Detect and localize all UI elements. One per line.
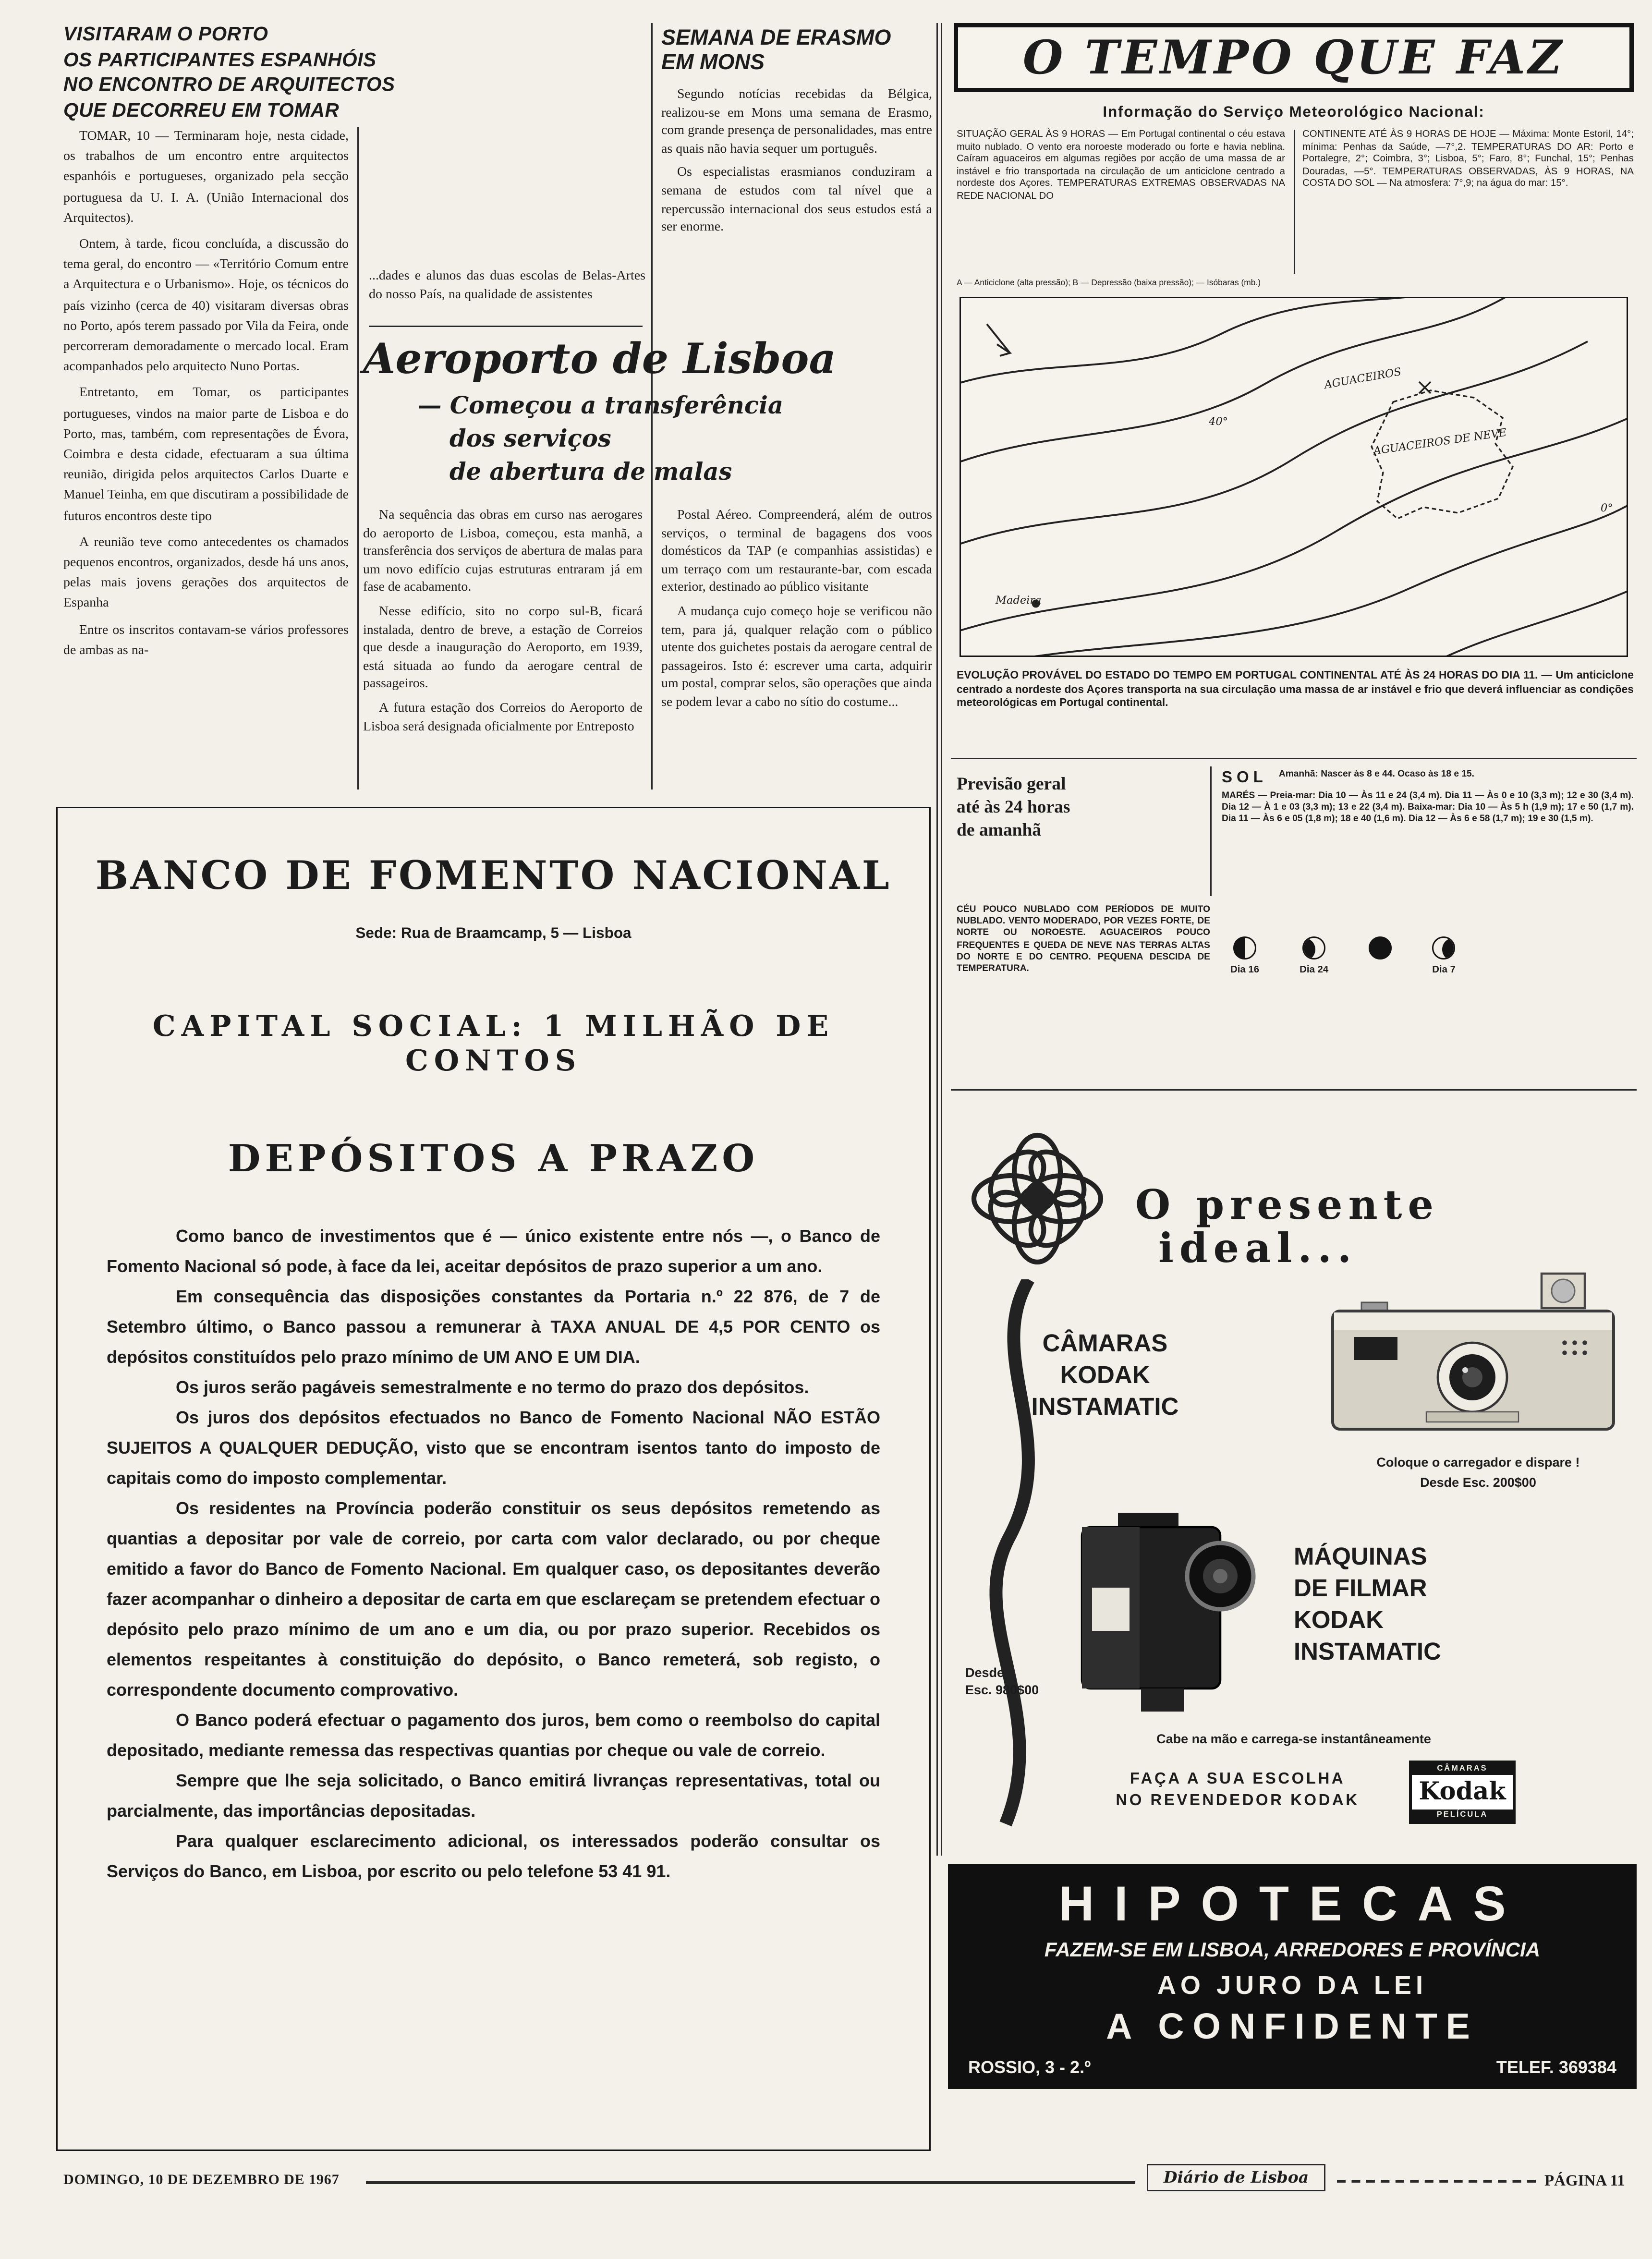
intro-line: ideal...	[1158, 1225, 1358, 1272]
gift-bow-image	[954, 1115, 1121, 1282]
ad-banco-address: Sede: Rua de Braamcamp, 5 — Lisboa	[355, 925, 632, 942]
headline-line: dos serviços	[449, 425, 611, 452]
paragraph: Para qualquer esclarecimento adicional, os interessados poderão consultar os Serviços do Banco, em Lisboa, por escrito ou pelo telefone 53 41 91.	[107, 1831, 880, 1882]
ad-banco-fomento	[56, 807, 931, 2151]
moon-phase	[1300, 936, 1328, 975]
instamatic-camera-image	[1325, 1271, 1621, 1436]
article-arquitectos-body	[63, 127, 349, 789]
article-arquitectos-continuation	[369, 268, 645, 310]
ad-kodak-film-heading	[1294, 1542, 1524, 1668]
column-divider	[1294, 130, 1296, 274]
sun-title: SOL	[1222, 769, 1267, 787]
ad-banco-capital: CAPITAL SOCIAL: 1 MILHÃO DE CONTOS	[152, 1008, 835, 1078]
map-label: AGUACEIROS DE NEVE	[1373, 425, 1507, 458]
paragraph: Sempre que lhe seja solicitado, o Banco emitirá livranças representativas, total ou parcialmente, das importâncias depositadas.	[107, 1771, 880, 1821]
weather-evolution-text: EVOLUÇÃO PROVÁVEL DO ESTADO DO TEMPO EM PORTUGAL CONTINENTAL ATÉ ÀS 24 HORAS DO DIA 11. — Um anticiclone centrado a nordeste dos Açores transporta na sua circulação uma massa de ar instável e frio que deverá influenciar as condições meteorológicas em Portugal continental.	[957, 668, 1634, 709]
ad-hipotecas-address: ROSSIO, 3 - 2.º	[968, 2057, 1091, 2077]
heading-line: KODAK	[1060, 1361, 1150, 1389]
article-erasmo-body	[661, 86, 932, 237]
headline-line: VISITARAM O PORTO	[63, 23, 268, 45]
weather-temperatures-text: CONTINENTE ATÉ ÀS 9 HORAS DE HOJE — Máxima: Monte Estoril, 14°; mínima: Penhas da Saúde, —7°,2. TEMPERATURAS DO AR: Porto e Portalegre, 2°; Coimbra, 3°; Lisboa, 5°; Faro, 8°; Funchal, 15°; Penhas Douradas, —5°. TEMPERATURAS OBSERVADAS, ÀS 9 HORAS, NA COSTA DO SOL — Na atmosfera: 7°,9; na água do mar: 15°.	[1302, 130, 1634, 190]
paragraph: Os juros serão pagáveis semestralmente e no termo do prazo dos depósitos.	[176, 1377, 809, 1397]
headline-line: de abertura de malas	[449, 458, 732, 486]
moon-phase-label: Dia 24	[1300, 965, 1329, 975]
crescent-moon-icon	[1302, 936, 1325, 959]
ad-hipotecas	[948, 1864, 1637, 2089]
ad-kodak-price-film	[965, 1665, 1039, 1699]
moon-phases	[1230, 936, 1456, 975]
moon-phase-label: Dia 7	[1432, 965, 1456, 975]
paragraph: Nesse edifício, sito no corpo sul-B, ficará instalada, dentro de breve, a estação de Correios que desde a inauguração do Aeroporto, em 1939, está situada ao fundo da aerogare central de passageiros.	[363, 605, 643, 692]
ad-kodak-intro	[1135, 1181, 1439, 1272]
article-aeroporto-headline: Aeroporto de Lisboa	[363, 334, 836, 383]
headline-line: SEMANA DE ERASMO	[661, 26, 891, 50]
sun-text: Amanhã: Nascer às 8 e 44. Ocaso às 18 e 15.	[1278, 769, 1475, 779]
paragraph: Entretanto, em Tomar, os participantes portugueses, vindos na maior parte de Lisboa e do Porto, mas, também, com representações de Évora, Coimbra e desta cidade, efectuaram a sua última reunião, dirigida pelos arquitectos Carlos Duarte e Manuel Teinha, em que discutiram a possibilidade de futuros encontros deste tipo	[63, 387, 349, 524]
ad-kodak-price-cameras: Desde Esc. 200$00	[1420, 1475, 1536, 1490]
paragraph: Os juros dos depósitos efectuados no Banco de Fomento Nacional NÃO ESTÃO SUJEITOS A QUALQUER DEDUÇÃO, visto que se encontram isentos tanto do imposto de capitais como do imposto complementar.	[107, 1408, 880, 1488]
rule	[366, 2181, 1135, 2184]
article-arquitectos	[63, 23, 510, 124]
rule	[951, 758, 1637, 760]
headline-line: EM MONS	[661, 50, 765, 75]
tides-text: MARÉS — Preia-mar: Dia 10 — Às 11 e 24 (3,4 m). Dia 11 — Às 0 e 10 (3,3 m); 12 e 30 (3,4 m). Dia 12 — À 1 e 03 (3,3 m); 13 e 22 (3,4 m). Baixa-mar: Dia 10 — Às 5 h (1,9 m); 17 e 50 (1,7 m). Dia 11 — Às 6 e 05 (1,8 m); 18 e 40 (1,6 m). Dia 12 — Às 6 e 58 (1,7 m); 19 e 30 (1,5 m).	[1222, 791, 1634, 825]
footer-date: DOMINGO, 10 DE DEZEMBRO DE 1967	[63, 2173, 340, 2188]
kodak-logo	[1409, 1761, 1516, 1824]
paragraph: Segundo notícias recebidas da Bélgica, realizou-se em Mons uma semana de Erasmo, com grande presença de personalidades, mas entre as quais não havia sequer um português.	[661, 88, 932, 157]
headline-line: OS PARTICIPANTES ESPANHÓIS	[63, 48, 377, 70]
paragraph: TOMAR, 10 — Terminaram hoje, nesta cidade, os trabalhos de um encontro entre arquitectos espanhóis e portugueses, organizado pela secção portuguesa da U. I. A. (União Internacional dos Arquitectos).	[63, 130, 349, 226]
ad-banco-body	[107, 1222, 880, 1887]
forecast-title-line: até às 24 horas	[957, 797, 1070, 817]
map-label: Madeira	[996, 594, 1042, 607]
new-moon-icon	[1369, 936, 1392, 959]
weather-map-legend: A — Anticiclone (alta pressão); B — Depressão (baixa pressão); — Isóbaras (mb.)	[957, 279, 1261, 288]
movie-camera-image	[1032, 1507, 1269, 1720]
headline-line: NO ENCONTRO DE ARQUITECTOS	[63, 73, 395, 95]
rule	[1337, 2180, 1536, 2183]
weather-title-box	[954, 23, 1634, 92]
paragraph: Em consequência das disposições constantes da Portaria n.º 22 876, de 7 de Setembro último, o Banco passou a remunerar à TAXA ANUAL DE 4,5 POR CENTO os depósitos constituídos pelo prazo mínimo de UM ANO E UM DIA.	[107, 1287, 880, 1367]
article-aeroporto-col2	[661, 507, 932, 789]
heading-line: KODAK	[1294, 1606, 1384, 1634]
paragraph: Postal Aéreo. Compreenderá, além de outros serviços, o terminal de bagagens dos voos domésticos da TAP (e companhias assistidas) e um terraço com um restaurante-bar, com escada exterior, destinado ao público visitante	[661, 509, 932, 596]
choose-line: FAÇA A SUA ESCOLHA	[1130, 1771, 1346, 1788]
footer-page-number: PÁGINA 11	[1544, 2173, 1625, 2190]
weather-subtitle: Informação do Serviço Meteorológico Nacional:	[1103, 104, 1485, 121]
rule	[369, 326, 643, 328]
paragraph: Ontem, à tarde, ficou concluída, a discussão do tema geral, do encontro — «Território Comum entre a Arquitectura e o Urbanismo». Hoje, os técnicos do país vizinho (cerca de 40) visitaram diversas obras no Porto, após terem passado por Vila da Feira, onde percorreram demoradamente o mercado local. Eram acompanhados pelo arquitecto Nuno Portas.	[63, 238, 349, 375]
article-aeroporto-headline-block	[363, 334, 936, 488]
heading-line: INSTAMATIC	[1294, 1638, 1441, 1665]
map-label: AGUACEIROS	[1323, 365, 1402, 391]
kodak-logo-bottom: PELÍCULA	[1412, 1810, 1513, 1821]
section-divider-double-rule	[936, 23, 942, 1856]
paragraph: Entre os inscritos contavam-se vários professores de ambas as na-	[63, 623, 349, 658]
paragraph: A reunião teve como antecedentes os chamados pequenos encontros, organizados, desde há uns anos, pelas mais jovens gerações dos arquitectos de Espanha	[63, 535, 349, 612]
ad-kodak-fits-hand: Cabe na mão e carrega-se instantâneamente	[1156, 1732, 1431, 1746]
article-erasmo-headline	[661, 26, 932, 75]
paragraph: A mudança cujo começo hoje se verificou não tem, para já, qualquer relação com o público utente dos guichetes postais da aerogare central de passageiros. Isto é: escrever uma carta, adquirir um postal, comprar selos, são operações que ainda se podem levar a cabo no sítio do costume...	[661, 605, 932, 710]
weather-forecast-text: CÉU POUCO NUBLADO COM PERÍODOS DE MUITO NUBLADO. VENTO MODERADO, POR VEZES FORTE, DE NORTE OU NOROESTE. AGUACEIROS POUCO FREQUENTES E QUEDA DE NEVE NAS TERRAS ALTAS DO NORTE E DO CENTRO. PEQUENA DESCIDA DE TEMPERATURA.	[957, 905, 1210, 974]
article-aeroporto-col1	[363, 507, 643, 789]
last-quarter-moon-icon	[1233, 936, 1256, 959]
weather-section	[948, 20, 1640, 975]
ad-hipotecas-line2: AO JURO DA LEI	[1157, 1971, 1428, 2000]
column-divider	[1210, 766, 1212, 896]
ad-kodak-choose	[1086, 1769, 1389, 1812]
first-quarter-moon-icon	[1433, 936, 1456, 959]
moon-phase	[1230, 936, 1259, 975]
paragraph: Os especialistas erasmianos conduziram a semana de estudos com tal nível que a repercussão internacional dos seus estudos está a ser enorme.	[661, 166, 932, 235]
heading-line: MÁQUINAS	[1294, 1543, 1427, 1570]
ad-hipotecas-line3: A CONFIDENTE	[1106, 2007, 1479, 2047]
sun-tides-info	[1222, 769, 1634, 826]
price-line: Desde	[965, 1665, 1005, 1680]
forecast-title-line: Previsão geral	[957, 774, 1066, 794]
ad-hipotecas-title: HIPOTECAS	[1058, 1877, 1526, 1932]
choose-line: NO REVENDEDOR KODAK	[1116, 1792, 1360, 1810]
rule	[951, 1089, 1637, 1091]
map-label: 40°	[1209, 415, 1228, 428]
heading-line: INSTAMATIC	[1031, 1393, 1179, 1421]
paragraph: Na sequência das obras em curso nas aerogares do aeroporto de Lisboa, começou, esta manhã, a transferência dos serviços de abertura de malas para um novo edifício cujas estruturas entraram já em fase de acabamento.	[363, 509, 643, 596]
weather-situation-text: SITUAÇÃO GERAL ÀS 9 HORAS — Em Portugal continental o céu estava muito nublado. O vento era noroeste moderado ou forte e havia neblina. Caíram aguaceiros em algumas regiões por acção de uma massa de ar instável e frio transportada na circulação de um anticiclone centrado a nordeste dos Açores. TEMPERATURAS EXTREMAS OBSERVADAS NA REDE NACIONAL DO	[957, 130, 1285, 202]
weather-map-isobars	[961, 298, 1628, 657]
moon-phase	[1369, 936, 1392, 965]
ad-hipotecas-contact	[948, 2057, 1637, 2077]
ad-kodak	[948, 1109, 1640, 1856]
headline-line: QUE DECORREU EM TOMAR	[63, 98, 340, 121]
ad-banco-deposits-title: DEPÓSITOS A PRAZO	[228, 1138, 759, 1181]
heading-line: CÂMARAS	[1042, 1330, 1168, 1357]
heading-line: DE FILMAR	[1294, 1575, 1427, 1602]
article-aeroporto-subheadline	[363, 389, 936, 488]
moon-phase-label: Dia 16	[1230, 965, 1260, 975]
price-line: Esc. 980$00	[965, 1682, 1039, 1697]
paragraph: A futura estação dos Correios do Aeroporto de Lisboa será designada oficialmente por Entreposto	[363, 701, 643, 734]
map-label: 0°	[1601, 501, 1613, 514]
paragraph: Como banco de investimentos que é — único existente entre nós —, o Banco de Fomento Nacional só pode, à face da lei, aceitar depósitos de prazo superior a um ano.	[107, 1226, 880, 1276]
ad-hipotecas-phone: TELEF. 369384	[1496, 2057, 1616, 2077]
article-erasmo	[661, 26, 932, 243]
ad-hipotecas-line1: FAZEM-SE EM LISBOA, ARREDORES E PROVÍNCIA	[1044, 1938, 1541, 1961]
forecast-title-line: de amanhã	[957, 820, 1042, 840]
moon-phase	[1432, 936, 1456, 975]
ad-banco-title: BANCO DE FOMENTO NACIONAL	[95, 854, 892, 899]
ad-kodak-cameras-heading	[997, 1328, 1213, 1423]
kodak-logo-top: CÂMARAS	[1412, 1763, 1513, 1775]
weather-forecast-title	[957, 772, 1199, 841]
headline-line: — Começou a transferência	[418, 392, 783, 419]
ad-kodak-load-fire: Coloque o carregador e dispare !	[1376, 1455, 1580, 1470]
weather-title: O TEMPO QUE FAZ	[1022, 30, 1565, 85]
intro-line: O presente	[1135, 1181, 1439, 1229]
paragraph: O Banco poderá efectuar o pagamento dos juros, bem como o reembolso do capital depositado, mediante remessa das respectivas quantias por cheque ou vale de correio.	[107, 1710, 880, 1761]
weather-map	[960, 297, 1628, 657]
paragraph: Os residentes na Província poderão constituir os seus depósitos remetendo as quantias a depositar por vale de correio, por carta com valor declarado, ou por cheque emitido a favor do Banco de Fomento Nacional. Em qualquer caso, os depositantes deverão fazer acompanhar o dinheiro a depositar de carta em que esclareçam se pretendem efectuar o depósito pelo prazo mínimo de um ano e um dia, ou por prazo superior. Recebidos os elementos respeitantes à constituição do depósito, o Banco remeterá, sob registo, o correspondente documento comprovativo.	[107, 1498, 880, 1700]
paragraph: ...dades e alunos das duas escolas de Belas-Artes do nosso País, na qualidade de assistentes	[369, 269, 645, 302]
column-divider	[357, 127, 359, 789]
kodak-logo-brand: Kodak	[1419, 1778, 1506, 1807]
article-arquitectos-headline	[63, 23, 510, 122]
masthead: Diário de Lisboa	[1147, 2164, 1325, 2191]
